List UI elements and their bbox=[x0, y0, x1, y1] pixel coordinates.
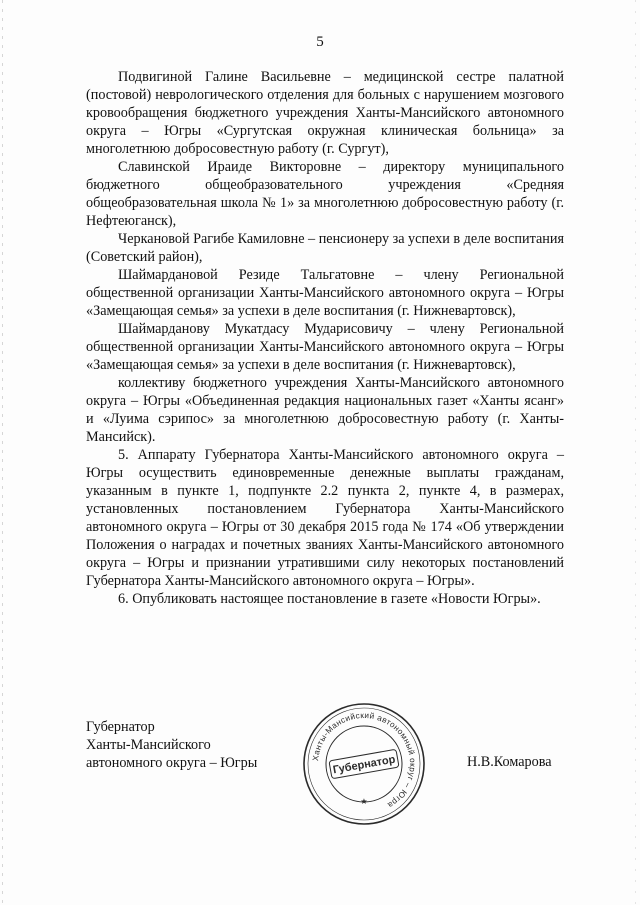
paragraph-podvigina: Подвигиной Галине Васильевне – медицинской сестре палатной (постовой) неврологического отделения для больных с нарушением мозгового кровообращения бюджетного учреждения Ханты-Мансийского автономного округа – Югры «Сургутская окружная клиническая больница» за многолетнюю добросовестную работу (г. Сургут), bbox=[86, 69, 564, 157]
signatory-name: Н.В.Комарова bbox=[467, 754, 552, 770]
signatory-title-line: Ханты-Мансийского bbox=[86, 737, 211, 753]
seal-ring-text: Ханты-Мансийский автономный округ – Югра bbox=[311, 710, 418, 810]
signatory-title-line: автономного округа – Югры bbox=[86, 755, 258, 771]
body-text bbox=[86, 68, 564, 608]
paragraph-collective: коллективу бюджетного учреждения Ханты-Мансийского автономного округа – Югры «Объединенная редакция национальных газет «Ханты ясанг» и «Луима сэрипос» за многолетнюю добросовестную работу (г. Ханты-Мансийск). bbox=[86, 375, 564, 445]
paragraph-item-6: 6. Опубликовать настоящее постановление в газете «Новости Югры». bbox=[118, 591, 541, 607]
signature-block bbox=[0, 700, 640, 830]
signatory-title bbox=[86, 718, 257, 772]
paragraph-shaimardanova: Шаймардановой Резиде Тальгатовне – члену Региональной общественной организации Ханты-Мансийского автономного округа – Югры «Замещающая семья» за успехи в деле воспитания (г. Нижневартовск), bbox=[86, 267, 564, 319]
signatory-title-line: Губернатор bbox=[86, 719, 155, 735]
paragraph-slavinskaya: Славинской Ираиде Викторовне – директору муниципального бюджетного общеобразовательного учреждения «Средняя общеобразовательная школа № 1» за многолетнюю добросовестную работу (г. Нефтеюганск), bbox=[86, 159, 564, 229]
official-seal bbox=[300, 700, 428, 828]
paragraph-cherkanova: Черкановой Рагибе Камиловне – пенсионеру за успехи в деле воспитания (Советский район), bbox=[86, 231, 564, 265]
seal-center-text: Губернатор bbox=[332, 753, 397, 777]
paragraph-item-5: 5. Аппарату Губернатора Ханты-Мансийского автономного округа – Югры осуществить единовременные денежные выплаты гражданам, указанным в пункте 1, подпункте 2.2 пункта 2, пункте 4, в размерах, установленных постановлением Губернатора Ханты-Мансийского автономного округа – Югры от 30 декабря 2015 года № 174 «Об утверждении Положения о наградах и почетных званиях Ханты-Мансийского автономного округа – Югры и признании утратившими силу некоторых постановлений Губернатора Ханты-Мансийского автономного округа – Югры». bbox=[86, 447, 564, 589]
seal-star-icon: ★ bbox=[360, 797, 368, 806]
page-number: 5 bbox=[316, 34, 324, 50]
paragraph-shaimardanov: Шаймарданову Мукатдасу Мударисовичу – члену Региональной общественной организации Ханты-Мансийского автономного округа – Югры «Замещающая семья» за успехи в деле воспитания (г. Нижневартовск), bbox=[86, 321, 564, 373]
